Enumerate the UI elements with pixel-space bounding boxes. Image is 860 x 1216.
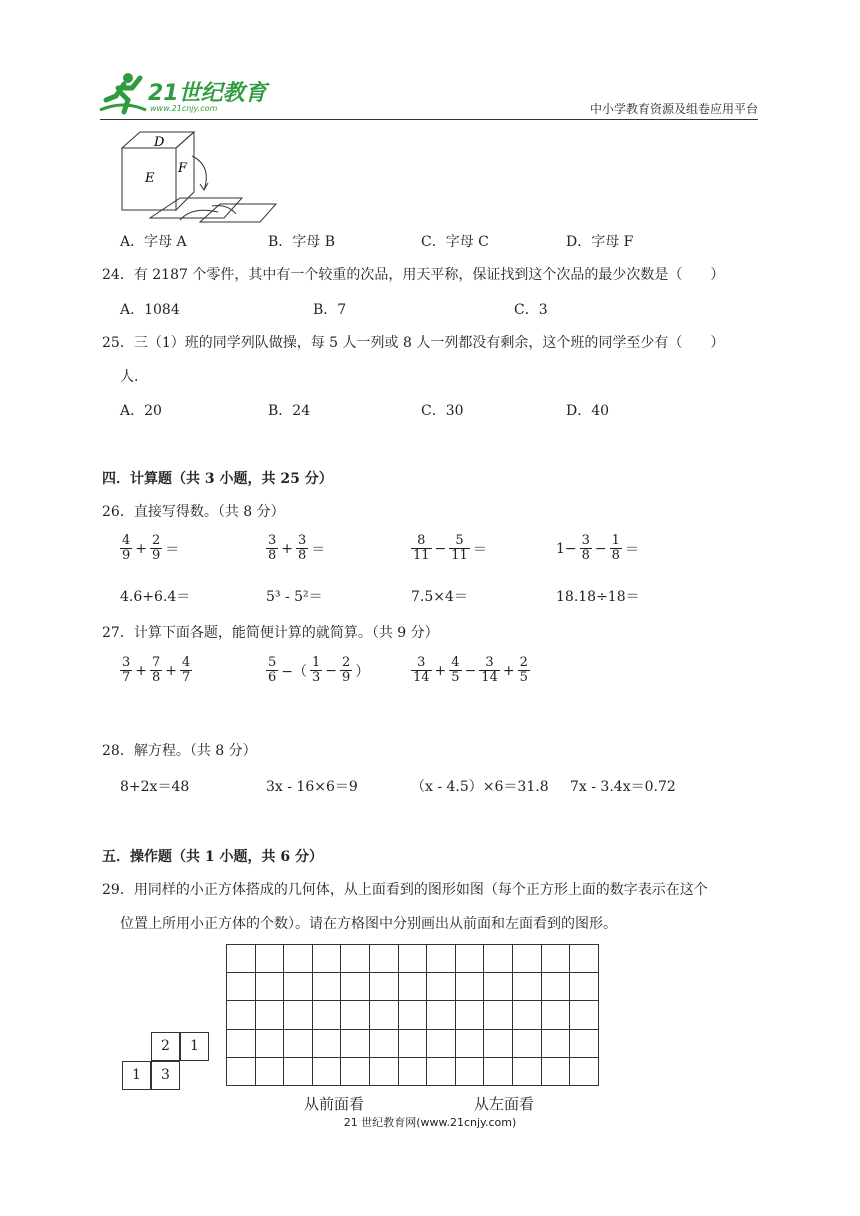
section-4-heading: 四．计算题（共 3 小题，共 25 分） <box>102 471 333 487</box>
q24-option-c: C．3 <box>514 302 548 318</box>
q29-stem-line-1: 29．用同样的小正方体搭成的几何体，从上面看到的图形如图（每个正方形上面的数字表示在这个 <box>102 882 708 898</box>
top-view-cell: 1 <box>122 1061 151 1090</box>
footer: 21 世纪教育网(www.21cnjy.com) <box>343 1116 517 1129</box>
q25-option-d: D．40 <box>566 403 610 419</box>
logo <box>98 68 268 118</box>
q27-stem: 27．计算下面各题，能简便计算的就简算。（共 9 分） <box>102 625 439 641</box>
q29-stem-line-2: 位置上所用小正方体的个数）。请在方格图中分别画出从前面和左面看到的图形。 <box>120 916 617 932</box>
q28-stem: 28．解方程。（共 8 分） <box>102 743 257 759</box>
q24-option-a: A．1084 <box>120 302 180 318</box>
q27-expr-2: $\frac{5}{6}$ −（ $\frac{1}{3}$ − $\frac{2}{9}$ ） <box>268 655 370 685</box>
q27-expr-3: $\frac{3}{14}$ + $\frac{4}{5}$ − $\frac{3}{14}$ + $\frac{2}{5}$ <box>413 655 528 685</box>
cube-label-d: D <box>154 135 165 150</box>
q26-expr-1: $\frac{4}{9}$ + $\frac{2}{9}$ ＝ <box>122 533 180 563</box>
q23-option-a: A．字母 A <box>120 234 187 250</box>
logo-url: www.21cnjy.com <box>150 104 218 113</box>
q26-expr-4: 1− $\frac{3}{8}$ − $\frac{1}{8}$ ＝ <box>556 533 639 563</box>
header-rule <box>100 119 758 120</box>
q26-expr-2: $\frac{3}{8}$ + $\frac{3}{8}$ ＝ <box>268 533 326 563</box>
drawing-grid[interactable] <box>226 944 599 1086</box>
q26-row2-3: 7.5×4＝ <box>411 589 468 605</box>
q26-row2-4: 18.18÷18＝ <box>556 589 640 605</box>
q28-eq-3: （x - 4.5）×6＝31.8 <box>411 779 549 795</box>
q25-stem: 25．三（1）班的同学列队做操，每 5 人一列或 8 人一列都没有剩余，这个班的同学至少有（ ） <box>102 335 725 351</box>
q28-eq-1: 8+2x＝48 <box>120 779 190 795</box>
q26-row2-2: 5³ - 5²＝ <box>266 589 323 605</box>
top-view-cell: 3 <box>151 1061 180 1090</box>
q25-option-b: B．24 <box>268 403 311 419</box>
q28-eq-4: 7x - 3.4x＝0.72 <box>570 779 676 795</box>
q26-row2-1: 4.6+6.4＝ <box>120 589 191 605</box>
q26-stem: 26．直接写得数。（共 8 分） <box>102 504 285 520</box>
q27-expr-1: $\frac{3}{7}$ + $\frac{7}{8}$ + $\frac{4}{7}$ <box>122 655 191 685</box>
q23-option-c: C．字母 C <box>421 234 489 250</box>
label-left-view: 从左面看 <box>474 1095 535 1113</box>
cube-unfold-figure <box>120 126 280 226</box>
q23-option-b: B．字母 B <box>268 234 336 250</box>
q24-option-b: B．7 <box>313 302 347 318</box>
logo-runner-icon <box>98 70 148 116</box>
header-right: 中小学教育资源及组卷应用平台 <box>589 102 758 116</box>
top-view-cell: 1 <box>180 1032 209 1061</box>
cube-label-f: F <box>178 161 188 176</box>
q26-expr-3: $\frac{8}{11}$ − $\frac{5}{11}$ ＝ <box>413 533 487 563</box>
q23-option-d: D．字母 F <box>566 234 634 250</box>
q25-option-c: C．30 <box>421 403 464 419</box>
label-front-view: 从前面看 <box>304 1095 365 1113</box>
section-5-heading: 五．操作题（共 1 小题，共 6 分） <box>102 849 323 865</box>
logo-text: 21世纪教育 <box>148 81 267 106</box>
top-view-cell: 2 <box>151 1032 180 1061</box>
q25-option-a: A．20 <box>120 403 162 419</box>
cube-label-e: E <box>145 171 155 186</box>
q24-stem: 24．有 2187 个零件，其中有一个较重的次品，用天平称，保证找到这个次品的最少次数是（ ） <box>102 267 725 283</box>
q25-stem-cont: 人. <box>120 369 139 385</box>
q28-eq-2: 3x - 16×6＝9 <box>266 779 358 795</box>
